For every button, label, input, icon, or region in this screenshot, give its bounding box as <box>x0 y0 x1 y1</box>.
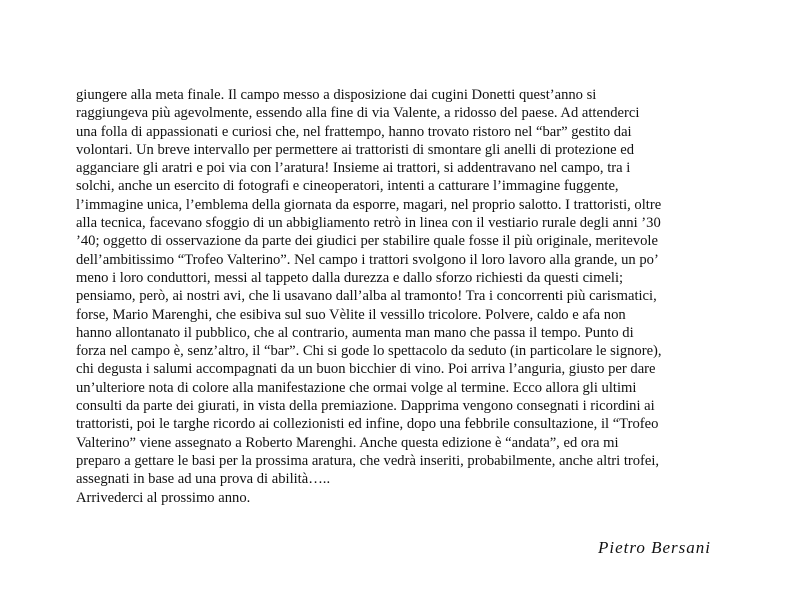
article-line: alla tecnica, facevano sfoggio di un abbigliamento retrò in linea con il vestiario rurale degli anni ’30 <box>76 215 661 232</box>
article-line: trattoristi, poi le targhe ricordo ai collezionisti ed infine, dopo una febbrile consultazione, il “Trofeo <box>76 416 659 433</box>
article-line: forza nel campo è, senz’altro, il “bar”. Chi si gode lo spettacolo da seduto (in particolare le signore), <box>76 343 662 360</box>
article-line: hanno allontanato il pubblico, che al contrario, aumenta man mano che passa il tempo. Punto di <box>76 324 634 341</box>
article-line: pensiamo, però, ai nostri avi, che li usavano dall’alba al tramonto! Tra i concorrenti più carismatici, <box>76 288 657 305</box>
article-line: l’immagine unica, l’emblema della giornata da esporre, magari, nel proprio salotto. I trattoristi, oltre <box>76 196 662 213</box>
article-body <box>76 86 736 507</box>
article-line: preparo a gettare le basi per la prossima aratura, che vedrà inseriti, probabilmente, anche altri trofei, <box>76 452 660 469</box>
article-line: meno i loro conduttori, messi al tappeto dalla durezza e dallo sforzo richiesti da questi cimeli; <box>76 269 624 286</box>
author-signature: Pietro Bersani <box>598 538 711 557</box>
article-line: assegnati in base ad una prova di abilità….. <box>76 471 331 488</box>
article-line: consulti da parte dei giurati, in vista della premiazione. Dapprima vengono consegnati i ricordini ai <box>76 398 655 415</box>
article-line: volontari. Un breve intervallo per permettere ai trattoristi di smontare gli anelli di protezione ed <box>76 141 635 158</box>
article-line: una folla di appassionati e curiosi che, nel frattempo, hanno trovato ristoro nel “bar” gestito dai <box>76 123 632 140</box>
article-line: ’40; oggetto di osservazione da parte dei giudici per stabilire quale fosse il più originale, meritevole <box>76 233 658 250</box>
article-line: un’ulteriore nota di colore alla manifestazione che ormai volge al termine. Ecco allora gli ultimi <box>76 379 637 396</box>
article-line: agganciare gli aratri e poi via con l’aratura! Insieme ai trattori, si addentravano nel campo, tra i <box>76 160 631 177</box>
article-line: chi degusta i salumi accompagnati da un buon bicchier di vino. Poi arriva l’anguria, giusto per dare <box>76 361 656 378</box>
article-line: Valterino” viene assegnato a Roberto Marenghi. Anche questa edizione è “andata”, ed ora mi <box>76 434 619 451</box>
article-line: raggiungeva più agevolmente, essendo alla fine di via Valente, a ridosso del paese. Ad attenderci <box>76 105 640 122</box>
closing-line: Arrivederci al prossimo anno. <box>76 489 251 506</box>
article-line: dell’ambitissimo “Trofeo Valterino”. Nel campo i trattori svolgono il loro lavoro alla grande, un po’ <box>76 251 659 268</box>
article-line: forse, Mario Marenghi, che esibiva sul suo Vèlite il vessillo tricolore. Polvere, caldo e afa non <box>76 306 626 323</box>
article-line: solchi, anche un esercito di fotografi e cineoperatori, intenti a catturare l’immagine fuggente, <box>76 178 619 195</box>
article-line: giungere alla meta finale. Il campo messo a disposizione dai cugini Donetti quest’anno si <box>76 87 597 103</box>
